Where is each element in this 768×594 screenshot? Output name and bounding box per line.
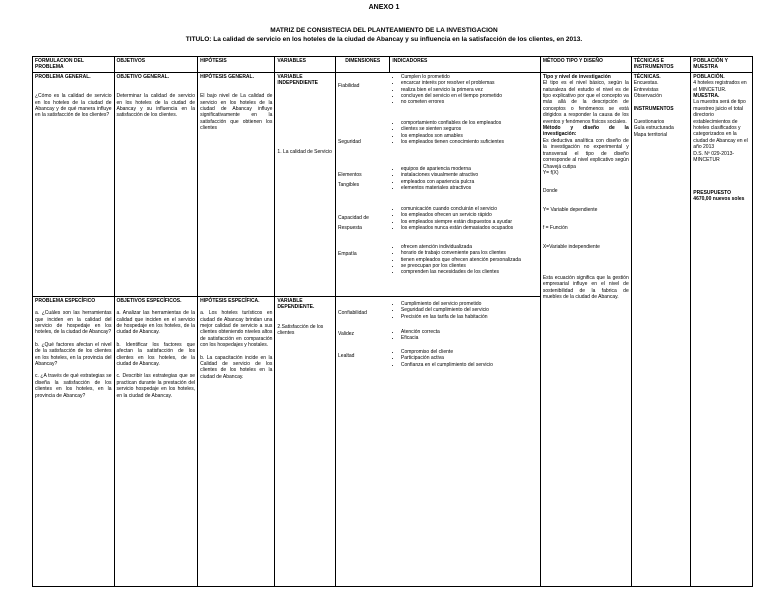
indicator-item: • comprenden las necesidades de los clientes [401, 269, 538, 275]
indicators-seguridad [392, 118, 538, 166]
dimension-validez: Validez [338, 330, 355, 337]
dimension-seguridad: Seguridad [338, 138, 361, 145]
indicator-item: • Cumplen lo prometido [401, 74, 538, 80]
indicators-capacidad-respuesta [392, 206, 538, 244]
consistency-matrix [32, 56, 753, 587]
general-hypothesis-cell [198, 72, 275, 296]
method-equation-note: Esta ecuación significa que la gestión empresarial influye en el nivel de sostenibilidad de la fabrica de muebles de la ciudad de Abancay. [542, 274, 629, 301]
method-formula: Y= f(X) [542, 169, 559, 176]
col-header-techniques: TÉCNICAS E INSTRUMENTOS [631, 57, 691, 73]
indicator-item: • tienen empleados que ofrecen atención personalizada [401, 257, 538, 263]
general-objective-text: Determinar la calidad de servicio en los hoteles de la ciudad de Abancay y su influencia en la satisfacción de los clientes. [116, 93, 196, 119]
indicator-item: • comportamiento confiables de los empleados [401, 120, 538, 126]
dimension-confiabilidad: Confiabilidad [338, 309, 367, 316]
specific-problem-cell [33, 296, 115, 586]
general-problem-text: ¿Cómo es la calidad de servicio en los hoteles de la ciudad de Abancay y de qué manera influye en la satisfacción de los clientes? [35, 93, 112, 119]
indicators-elementos-tangibles [392, 166, 538, 206]
col-header-hypothesis: HIPÓTESIS [198, 57, 275, 73]
indicator-item: • Cumplimiento del servicio prometido [401, 301, 538, 307]
indicator-item: • concluyen del servicio en el tiempo prometido [401, 93, 538, 99]
method-type-head: Tipo y nivel de investigación [542, 73, 611, 80]
method-design-text: Es deductiva analítica con diseño de la investigación no experimental y transversal el tipo de diseño corresponde al nivel explicativo según Chavejá cutipa [542, 137, 629, 170]
dimension-lealtad: Lealtad [338, 352, 355, 359]
general-objective-cell [114, 72, 198, 296]
specific-problem-b: b. ¿Qué factores afectan el nivel de la satisfacción de los clientes en los hoteles, en la provincia del Abancay? [35, 341, 112, 368]
general-row [33, 72, 753, 296]
col-header-method: MÉTODO TIPO Y DISEÑO [540, 57, 631, 73]
independent-variable-head: VARIABLE INDEPENDIENTE [277, 73, 318, 87]
dependent-variable-text: 2.Satisfacción de los clientes [277, 323, 324, 337]
indicators-lealtad [392, 349, 538, 368]
indicator-item: • se preocupan por los clientes [401, 263, 538, 269]
method-type-text: El tipo es el nivel básico, según la naturaleza del estudio el nivel es de tipo explicativo por que el concepto va más allá de la descripción de conceptos o fenómenos se está dirigidos a responder la causa de los eventos y fenómenos físicos sociales. [542, 80, 629, 125]
col-header-variables: VARIABLES [275, 57, 336, 73]
general-hypothesis-text: El bajo nivel de La calidad de servicio en los hoteles de la ciudad de Abancay influye significativamente en la satisfacción que obtienen los clientes [200, 93, 273, 132]
general-objective-head: OBJETIVO GENERAL. [116, 73, 170, 80]
specific-hypothesis-b: b. La capacitación incide en la Calidad de servicio de los clientes de los hoteles en la ciudad de Abancay. [200, 354, 273, 380]
specific-objectives-head: OBJETIVOS ESPECÍFICOS. [116, 297, 182, 304]
technique-item: Entrevistas [633, 86, 659, 93]
col-header-indicators: INDICADORES [390, 57, 540, 73]
independent-variable-text: 1. La calidad de Servicio [277, 148, 332, 155]
col-header-population: POBLACIÓN Y MUESTRA [691, 57, 753, 73]
method-cell [540, 72, 631, 586]
general-dimensions-cell [336, 72, 390, 296]
method-donde: Donde [542, 188, 558, 195]
general-indicators-cell [390, 72, 540, 296]
method-x-definition: X=Variable independiente [542, 243, 600, 250]
population-head: POBLACIÓN. [693, 73, 725, 80]
indicator-item: • Atención correcta [401, 329, 538, 335]
techniques-head: TÉCNICAS. [633, 73, 661, 80]
specific-objective-b: b. Identificar los factores que afectan la satisfacción de los clientes en los hoteles, de la ciudad de Abancay. [116, 341, 196, 368]
method-f-definition: f = Función [542, 225, 568, 232]
instrument-item: Guía estructurada [633, 125, 674, 132]
general-problem-head: PROBLEMA GENERAL. [35, 73, 91, 80]
method-y-definition: Y= Variable dependiente [542, 206, 598, 213]
col-header-objectives: OBJETIVOS [114, 57, 198, 73]
specific-objectives-cell [114, 296, 198, 586]
column-header-row [33, 57, 753, 73]
general-problem-cell [33, 72, 115, 296]
instrument-item: Cuestionarios [633, 118, 665, 125]
indicator-item: • horario de trabajo conveniente para los clientes [401, 250, 538, 256]
specific-objective-c: c. Describir las estrategias que se practican durante la prestación del servicio hospedaje en los hoteles, en la ciudad de Abancay. [116, 373, 196, 399]
indicator-item: • clientes se sienten seguros [401, 126, 538, 132]
indicators-empatia [392, 244, 538, 276]
specific-problem-a: a. ¿Cuáles son las herramientas que inciden en la calidad del servicio de hospedaje en los hoteles, de la ciudad de Abancay? [35, 310, 112, 336]
indicator-item: • equipos de apariencia moderna [401, 166, 538, 172]
dimension-elementos-tangibles: Elementos Tangibles [338, 171, 362, 188]
indicator-item: • Eficacia [401, 335, 538, 341]
instruments-head: INSTRUMENTOS [633, 106, 674, 113]
indicators-confiabilidad [392, 298, 538, 329]
indicator-item: • empleados con apariencia pulcra [401, 179, 538, 185]
general-hypothesis-head: HIPÓTESIS GENERAL. [200, 73, 254, 80]
col-header-problem: FORMULACION DEL PROBLEMA [33, 57, 115, 73]
instrument-item: Mapa territorial [633, 131, 668, 138]
method-design-head: Método y diseño de la investigación: [542, 125, 629, 138]
population-text: 4 hoteles registrados en el MINCETUR. [693, 80, 747, 93]
specific-hypothesis-head: HIPÓTESIS ESPECÍFICA. [200, 297, 260, 304]
specific-hypothesis-cell [198, 296, 275, 586]
annex-label: ANEXO 1 [368, 4, 400, 11]
sample-ds: D.S. Nº 029-2013-MINCETUR [693, 150, 735, 164]
indicator-item: • los empleados nunca están demasiados ocupados [401, 225, 538, 231]
techniques-cell [631, 72, 691, 586]
indicator-item: • elementos materiales atractivos [401, 185, 538, 191]
indicator-item: • los empleados son amables [401, 133, 538, 139]
dimension-empatia: Empatía [338, 250, 357, 257]
specific-dimensions-cell [336, 296, 390, 586]
indicator-item: • Seguridad del cumplimiento del servicio [401, 307, 538, 313]
specific-hypothesis-a: a. Los hoteles turísticos en ciudad de Abancay brindan una mejor calidad de servicio a sus clientes obteniendo niveles altos de satisfacción en comparación con los hospedajes y hostales. [200, 310, 273, 349]
indicator-item: • los empleados siempre están dispuestos a ayudar [401, 219, 538, 225]
specific-objective-a: a. Analizar las herramientas de la calidad que inciden en el servicio de hospedaje en los hoteles, de la ciudad de Abancay. [116, 310, 196, 336]
technique-item: Encuestas. [633, 80, 659, 87]
dependent-variable-head: VARIABLE DEPENDIENTE. [277, 297, 315, 311]
specific-problem-c: c. ¿A través de qué estrategias se diseña la satisfacción de los clientes en los hoteles, en la provincia de Abancay? [35, 373, 112, 399]
dependent-variable-cell [275, 296, 336, 586]
budget-head: PRESUPUESTO [693, 189, 731, 196]
document-subtitle: TITULO: La calidad de servicio en los hoteles de la ciudad de Abancay y su influencia en la satisfacción de los clientes, en 2013. [185, 36, 583, 43]
population-cell [691, 72, 753, 586]
dimension-capacidad-respuesta: Capacidad de Respuesta [338, 214, 369, 231]
independent-variable-cell [275, 72, 336, 296]
budget-value: 4670,00 nuevos soles [693, 195, 745, 202]
indicator-item: • los empleados tienen conocimiento suficientes [401, 139, 538, 145]
indicator-item: • Precisión en las tarifa de las habitación [401, 314, 538, 320]
specific-problem-head: PROBLEMA ESPECÍFICO [35, 297, 96, 304]
indicator-item: • comunicación cuando concluirán el servicio [401, 206, 538, 212]
indicator-item: • Participación activa [401, 355, 538, 361]
sample-head: MUESTRA. [693, 93, 720, 100]
document-title: MATRIZ DE CONSISTECIA DEL PLANTEAMIENTO DE LA INVESTIGACION [270, 27, 498, 34]
technique-item: Observación [633, 93, 662, 100]
dimension-fiabilidad: Fiabilidad [338, 82, 360, 89]
specific-indicators-cell [390, 296, 540, 586]
indicator-item: • Confianza en el cumplimiento del servicio [401, 362, 538, 368]
sample-text: La muestra será de tipo muestreo juicio el total directorio establecimientos de hoteles clasificados y categorizados en la ciudad de Abancay en el año 2013 [693, 99, 748, 151]
indicator-item: • Compromiso del cliente [401, 349, 538, 355]
indicator-item: • instalaciones visualmente atractivo [401, 172, 538, 178]
indicator-item: • los empleados ofrecen un servicio rápido [401, 212, 538, 218]
indicator-item: • ofrecen atención individualizada [401, 244, 538, 250]
indicators-fiabilidad [392, 74, 538, 118]
indicator-item: • encarcar interés por resolver el problemas [401, 80, 538, 86]
col-header-dimensions: DIMENSIONES [336, 57, 390, 73]
indicator-item: • no cometen errores [401, 99, 538, 105]
indicator-item: • realiza bien el servicio la primera vez [401, 87, 538, 93]
indicators-validez [392, 329, 538, 349]
